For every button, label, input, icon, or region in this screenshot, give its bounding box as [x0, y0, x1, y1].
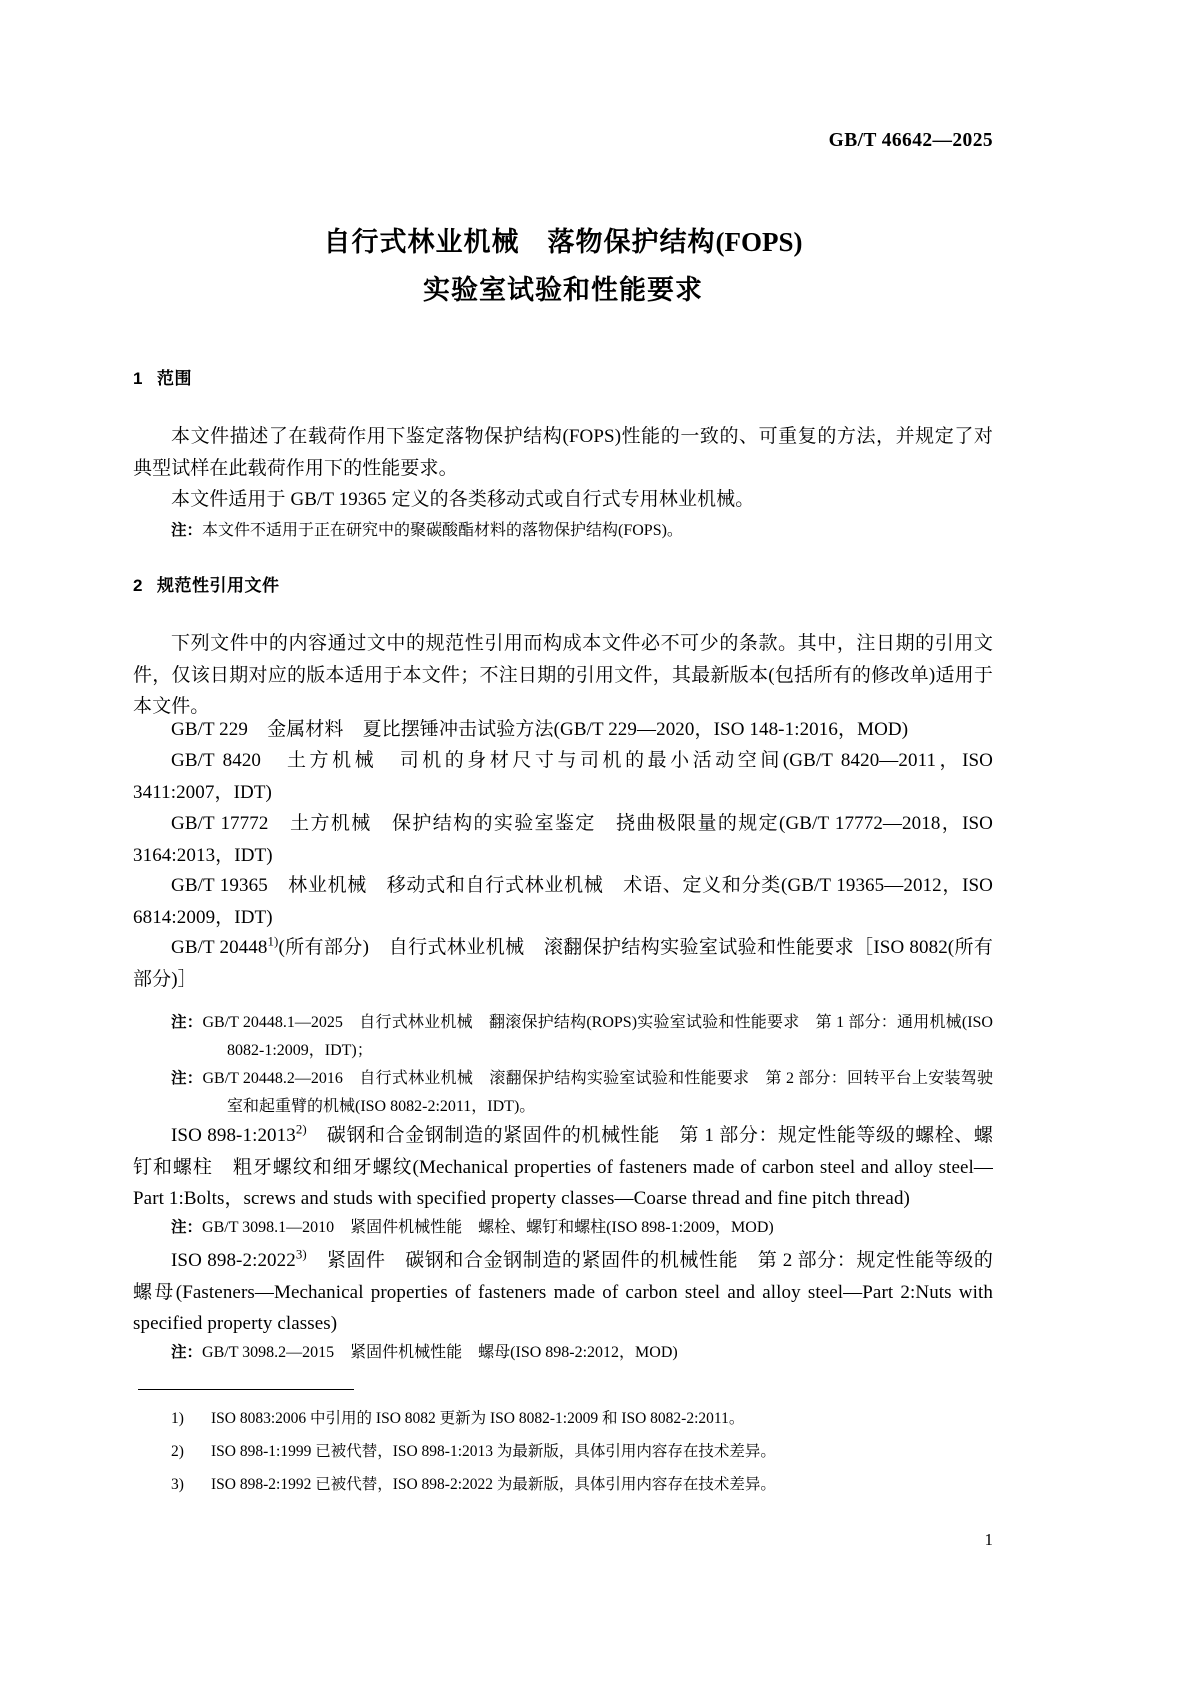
- reference-gbt20448-prefix: GB/T 20448: [171, 937, 268, 958]
- section-heading-2: [133, 571, 280, 596]
- reference-iso898-2: [133, 1245, 993, 1340]
- reference-iso898-1-footnote-marker: 2): [295, 1121, 307, 1137]
- note-label: 注：: [171, 1218, 203, 1236]
- note-gbt20448-2: [171, 1064, 993, 1121]
- note-iso898-1: [171, 1213, 993, 1242]
- footnote-separator: [138, 1389, 354, 1390]
- reference-iso898-2-footnote-marker: 3): [295, 1246, 307, 1262]
- footnote-2-text: ISO 898-1:1999 已被代替，ISO 898-1:2013 为最新版，具体引用内容存在技术差异。: [211, 1443, 776, 1460]
- note-text: GB/T 3098.2—2015 紧固件机械性能 螺母(ISO 898-2:2012，MOD): [202, 1344, 678, 1361]
- section-1-note: [133, 516, 993, 545]
- section-1-number: 1: [133, 369, 143, 388]
- reference-gbt229: GB/T 229 金属材料 夏比摆锤冲击试验方法(GB/T 229—2020，ISO 148-1:2016，MOD): [171, 719, 909, 740]
- footnote-2-number: 2): [171, 1443, 184, 1460]
- note-label: 注：: [171, 1013, 203, 1031]
- section-2-intro-paragraph: 下列文件中的内容通过文中的规范性引用而构成本文件必不可少的条款。其中，注日期的引用文件，仅该日期对应的版本适用于本文件；不注日期的引用文件，其最新版本(包括所有的修改单)适用于本文件。: [133, 633, 993, 717]
- note-label: 注：: [171, 521, 203, 539]
- running-header: [829, 130, 993, 152]
- reference-gbt8420: GB/T 8420 土方机械 司机的身材尺寸与司机的最小活动空间(GB/T 8420—2011，ISO 3411:2007，IDT): [133, 750, 993, 803]
- footnote-3: [171, 1471, 991, 1498]
- footnote-2: [171, 1438, 991, 1465]
- reference-gbt17772: GB/T 17772 土方机械 保护结构的实验室鉴定 挠曲极限量的规定(GB/T 17772—2018，ISO 3164:2013，IDT): [133, 813, 993, 866]
- title-line-1-latin: (FOPS): [715, 227, 803, 257]
- footnote-3-text: ISO 898-2:1992 已被代替，ISO 898-2:2022 为最新版，具体引用内容存在技术差异。: [211, 1476, 776, 1493]
- note-text: GB/T 20448.1—2025 自行式林业机械 翻滚保护结构(ROPS)实验室试验和性能要求 第 1 部分：通用机械(ISO 8082-1:2009，IDT)；: [202, 1014, 993, 1059]
- reference-iso898-2-suffix: 紧固件 碳钢和合金钢制造的紧固件的机械性能 第 2 部分：规定性能等级的螺母(Fasteners—Mechanical properties of fasteners made of carbon steel and alloy steel—Part 2:Nuts with specified property classes): [133, 1250, 993, 1334]
- footnote-1-text: ISO 8083:2006 中引用的 ISO 8082 更新为 ISO 8082-1:2009 和 ISO 8082-2:2011。: [211, 1410, 745, 1427]
- reference-gbt20448-footnote-marker: 1): [267, 933, 279, 949]
- footnote-1: [171, 1405, 991, 1432]
- title-line-1: [133, 218, 993, 267]
- footnote-3-number: 3): [171, 1476, 184, 1493]
- reference-gbt20448: [133, 932, 993, 995]
- note-label: 注：: [171, 1343, 203, 1361]
- reference-gbt20448-suffix: (所有部分) 自行式林业机械 滚翻保护结构实验室试验和性能要求［ISO 8082(所有部分)］: [133, 937, 994, 990]
- title-line-2: 实验室试验和性能要求: [423, 275, 703, 306]
- note-text: GB/T 20448.2—2016 自行式林业机械 滚翻保护结构实验室试验和性能要求 第 2 部分：回转平台上安装驾驶室和起重臂的机械(ISO 8082-2:2011，IDT)。: [202, 1070, 993, 1115]
- title-line-1-cn: 自行式林业机械 落物保护结构: [323, 227, 716, 258]
- document-title: [133, 218, 993, 315]
- note-gbt20448-1: [171, 1008, 993, 1065]
- footnote-1-number: 1): [171, 1410, 184, 1427]
- reference-iso898-1-suffix: 碳钢和合金钢制造的紧固件的机械性能 第 1 部分：规定性能等级的螺栓、螺钉和螺柱 粗牙螺纹和细牙螺纹(Mechanical properties of fasteners made of carbon steel and alloy steel—Part 1:Bolts，screws and studs with specified property classes—Coarse thread and fine pitch thread): [133, 1125, 993, 1209]
- reference-iso898-2-prefix: ISO 898-2:2022: [171, 1250, 296, 1271]
- section-heading-1: [133, 364, 192, 389]
- reference-iso898-1: [133, 1120, 993, 1215]
- note-text: GB/T 3098.1—2010 紧固件机械性能 螺栓、螺钉和螺柱(ISO 898-1:2009，MOD): [202, 1219, 774, 1236]
- reference-gbt19365: GB/T 19365 林业机械 移动式和自行式林业机械 术语、定义和分类(GB/T 19365—2012，ISO 6814:2009，IDT): [133, 875, 993, 928]
- note-text: 本文件不适用于正在研究中的聚碳酸酯材料的落物保护结构(FOPS)。: [202, 522, 683, 539]
- page-number: 1: [984, 1530, 993, 1549]
- section-1-paragraph-1: 本文件描述了在载荷作用下鉴定落物保护结构(FOPS)性能的一致的、可重复的方法，并规定了对典型试样在此载荷作用下的性能要求。: [133, 426, 993, 479]
- section-1-paragraph-2: 本文件适用于 GB/T 19365 定义的各类移动式或自行式专用林业机械。: [171, 489, 755, 510]
- section-2-number: 2: [133, 576, 143, 595]
- section-1-title: 范围: [157, 369, 192, 389]
- reference-iso898-1-prefix: ISO 898-1:2013: [171, 1125, 296, 1146]
- page-content: [133, 0, 993, 1685]
- note-label: 注：: [171, 1069, 203, 1087]
- standard-number: GB/T 46642—2025: [828, 130, 993, 151]
- section-2-title: 规范性引用文件: [157, 576, 280, 596]
- note-iso898-2: [171, 1338, 993, 1367]
